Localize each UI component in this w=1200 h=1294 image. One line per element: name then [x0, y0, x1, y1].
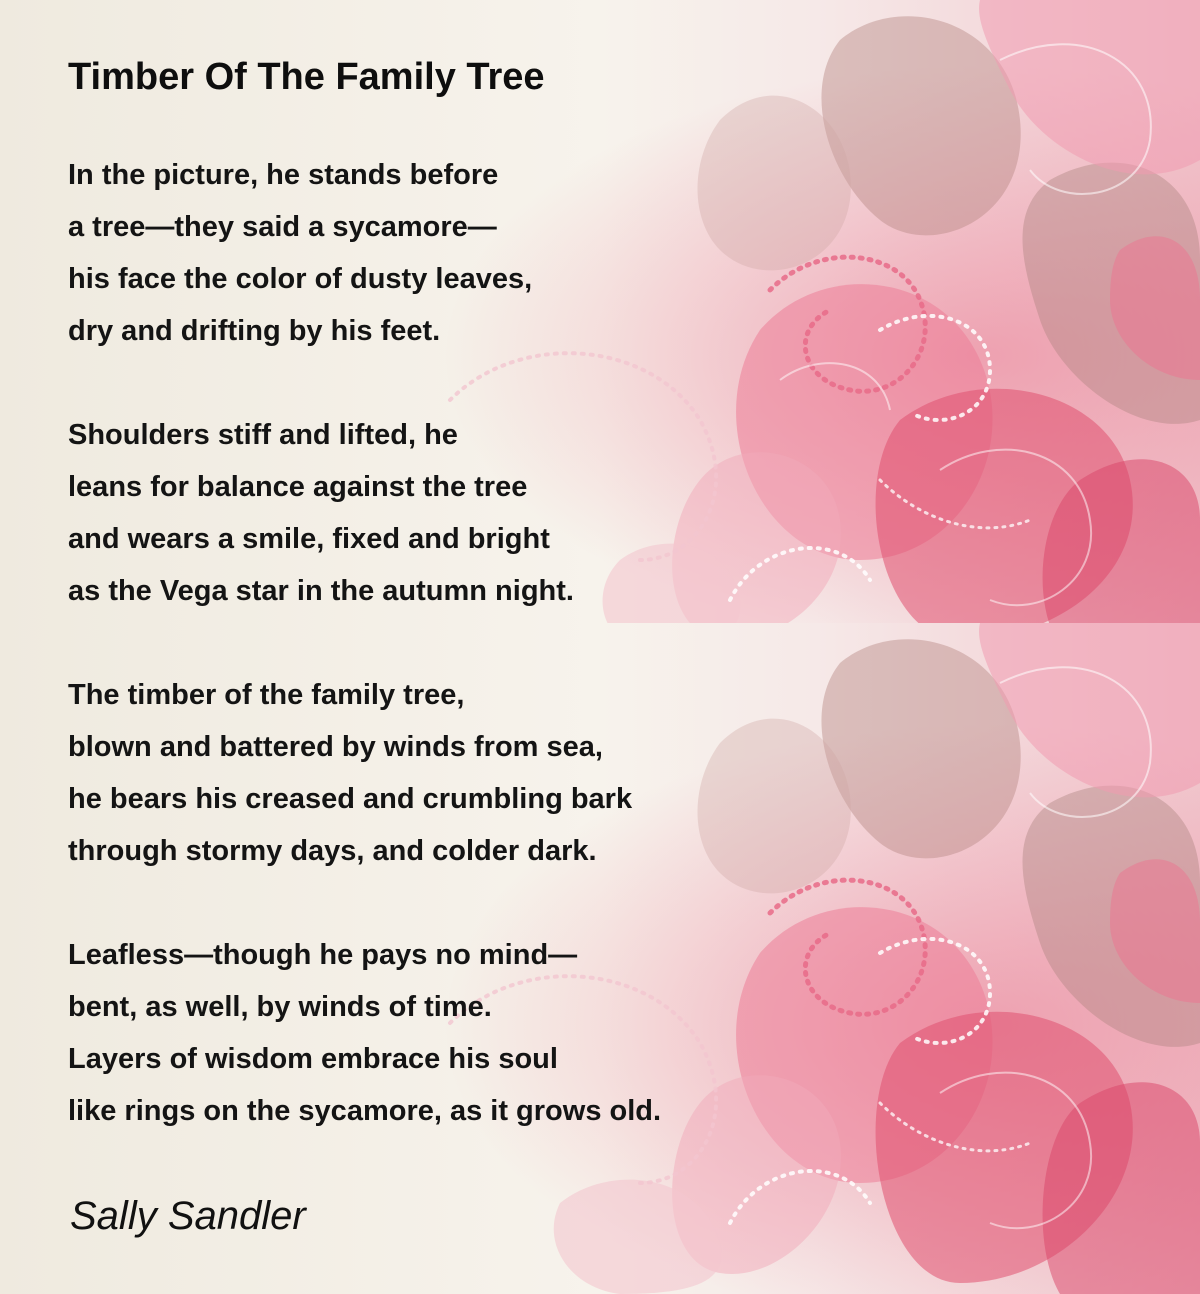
poem-line: Layers of wisdom embrace his soul	[68, 1043, 558, 1075]
poem-line: he bears his creased and crumbling bark	[68, 783, 633, 815]
stanza-2	[68, 409, 574, 617]
poem-line: as the Vega star in the autumn night.	[68, 575, 574, 607]
poem-line: his face the color of dusty leaves,	[68, 263, 533, 295]
stanza-1	[68, 149, 532, 357]
poem-line: In the picture, he stands before	[68, 159, 499, 191]
poem-line: bent, as well, by winds of time.	[68, 991, 492, 1023]
poem-line: leans for balance against the tree	[68, 471, 528, 503]
poem-line: Shoulders stiff and lifted, he	[68, 419, 458, 451]
poem-line: a tree—they said a sycamore—	[68, 211, 497, 243]
poem-author: Sally Sandler	[70, 1194, 306, 1238]
stanza-4	[68, 929, 661, 1137]
poem-line: through stormy days, and colder dark.	[68, 835, 597, 867]
poem-line: dry and drifting by his feet.	[68, 315, 441, 347]
poem-title: Timber Of The Family Tree	[68, 56, 545, 98]
stanza-3	[68, 669, 632, 877]
poem-line: The timber of the family tree,	[68, 679, 465, 711]
poem-line: like rings on the sycamore, as it grows old.	[68, 1095, 662, 1127]
poem-line: and wears a smile, fixed and bright	[68, 523, 550, 555]
poem-line: blown and battered by winds from sea,	[68, 731, 603, 763]
poem-line: Leafless—though he pays no mind—	[68, 939, 578, 971]
